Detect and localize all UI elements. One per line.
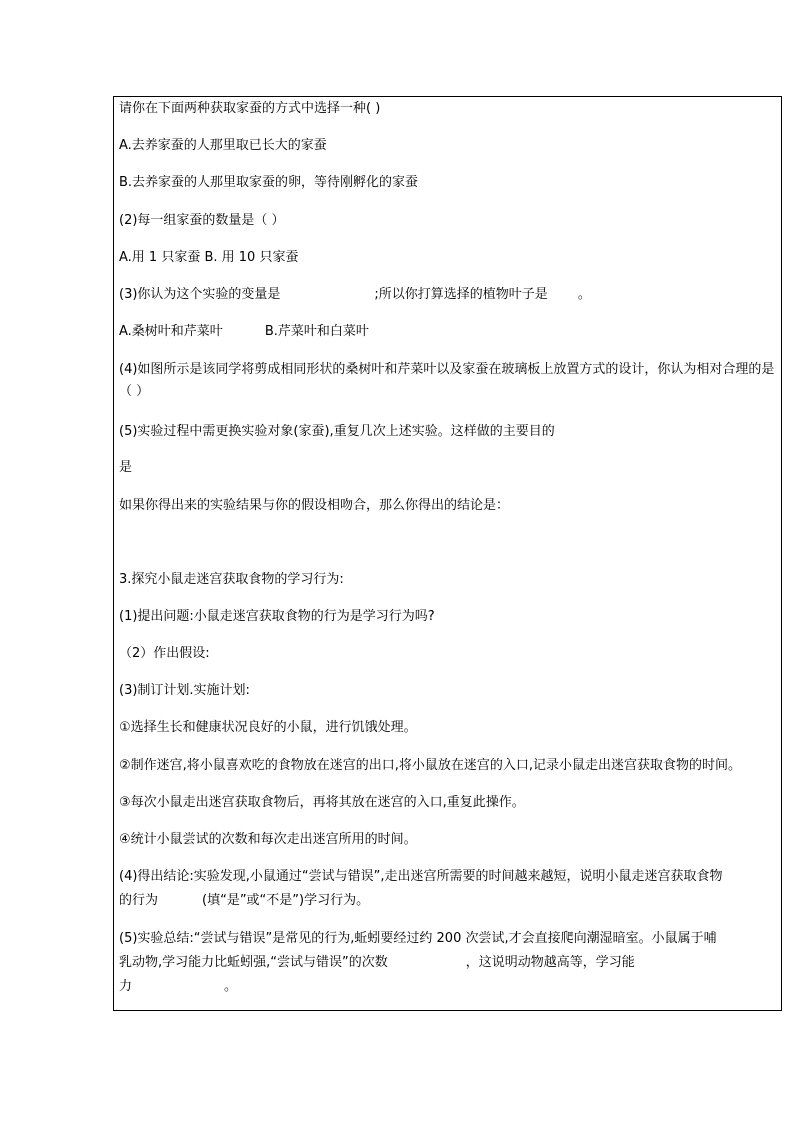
maze-step-4-conclusion-cont xyxy=(119,890,779,912)
question-4-placement-design: (4)如图所示是该同学将剪成相同形状的桑树叶和芹菜叶以及家蚕在玻璃板上放置方式的设计，你认为相对合理的是（ ） xyxy=(119,362,775,399)
question-3-period: 。 xyxy=(577,287,591,302)
maze-step-2-hypothesis: （2）作出假设: xyxy=(119,646,210,661)
question-5-purpose: (5)实验过程中需更换实验对象(家蚕),重复几次上述实验。这样做的主要目的 xyxy=(119,424,555,439)
section-3-maze-title: 3.探究小鼠走迷宫获取食物的学习行为: xyxy=(119,572,344,587)
options-silkworm-count: A.用 1 只家蚕 B. 用 10 只家蚕 xyxy=(119,250,299,265)
maze-step-5-summary: (5)实验总结:“尝试与错误”是常见的行为,蚯蚓要经过约 200 次尝试,才会直接爬向潮湿暗室。小鼠属于哺 xyxy=(119,931,717,946)
maze-plan-item-4: ④统计小鼠尝试的次数和每次走出迷宫所用的时间。 xyxy=(119,832,417,847)
option-b-silkworm-eggs: B.去养家蚕的人那里取家蚕的卵，等待刚孵化的家蚕 xyxy=(119,175,419,190)
question-conclusion: 如果你得出来的实验结果与你的假设相吻合，那么你得出的结论是： xyxy=(119,498,510,513)
question-5-answer-lead: 是 xyxy=(119,460,133,475)
maze-conclusion-text: 的行为 xyxy=(119,893,159,908)
maze-step-3-plan: (3)制订计划.实施计划: xyxy=(119,683,250,698)
summary-text-3: 力 xyxy=(119,979,133,994)
maze-plan-item-2: ②制作迷宫,将小鼠喜欢吃的食物放在迷宫的出口,将小鼠放在迷宫的入口,记录小鼠走出迷宫获取食物的时间。 xyxy=(119,758,742,773)
option-a-grown-silkworm: A.去养家蚕的人那里取已长大的家蚕 xyxy=(119,138,327,153)
question-3-variable xyxy=(119,284,779,306)
question-choose-silkworm-source: 请你在下面两种获取家蚕的方式中选择一种( ) xyxy=(119,101,381,116)
option-a-mulberry-celery: A.桑树叶和芹菜叶 xyxy=(119,324,223,339)
maze-plan-item-1: ①选择生长和健康状况良好的小鼠，进行饥饿处理。 xyxy=(119,720,417,735)
maze-step-5-summary-end xyxy=(119,976,779,998)
maze-conclusion-text-end: (填“是”或“不是”)学习行为。 xyxy=(202,893,370,908)
maze-step-1-question: (1)提出问题:小鼠走迷宫获取食物的行为是学习行为吗? xyxy=(119,609,435,624)
question-3-leaf-text: ;所以你打算选择的植物叶子是 xyxy=(374,287,548,302)
options-leaf-pairs xyxy=(119,321,779,343)
summary-period: 。 xyxy=(224,979,238,994)
maze-step-5-summary-cont xyxy=(119,952,779,974)
summary-text-2: ，这说明动物越高等，学习能 xyxy=(465,955,635,970)
maze-step-4-conclusion: (4)得出结论:实验发现,小鼠通过“尝试与错误”,走出迷宫所需要的时间越来越短，说明小鼠走迷宫获取食物 xyxy=(119,869,723,884)
maze-plan-item-3: ③每次小鼠走出迷宫获取食物后，再将其放在迷宫的入口,重复此操作。 xyxy=(119,795,525,810)
question-3-variable-text: (3)你认为这个实验的变量是 xyxy=(119,287,281,302)
question-2-silkworm-count: (2)每一组家蚕的数量是（ ） xyxy=(119,213,285,228)
summary-text: 乳动物,学习能力比蚯蚓强,“尝试与错误”的次数 xyxy=(119,955,388,970)
option-b-celery-cabbage: B.芹菜叶和白菜叶 xyxy=(264,324,369,339)
